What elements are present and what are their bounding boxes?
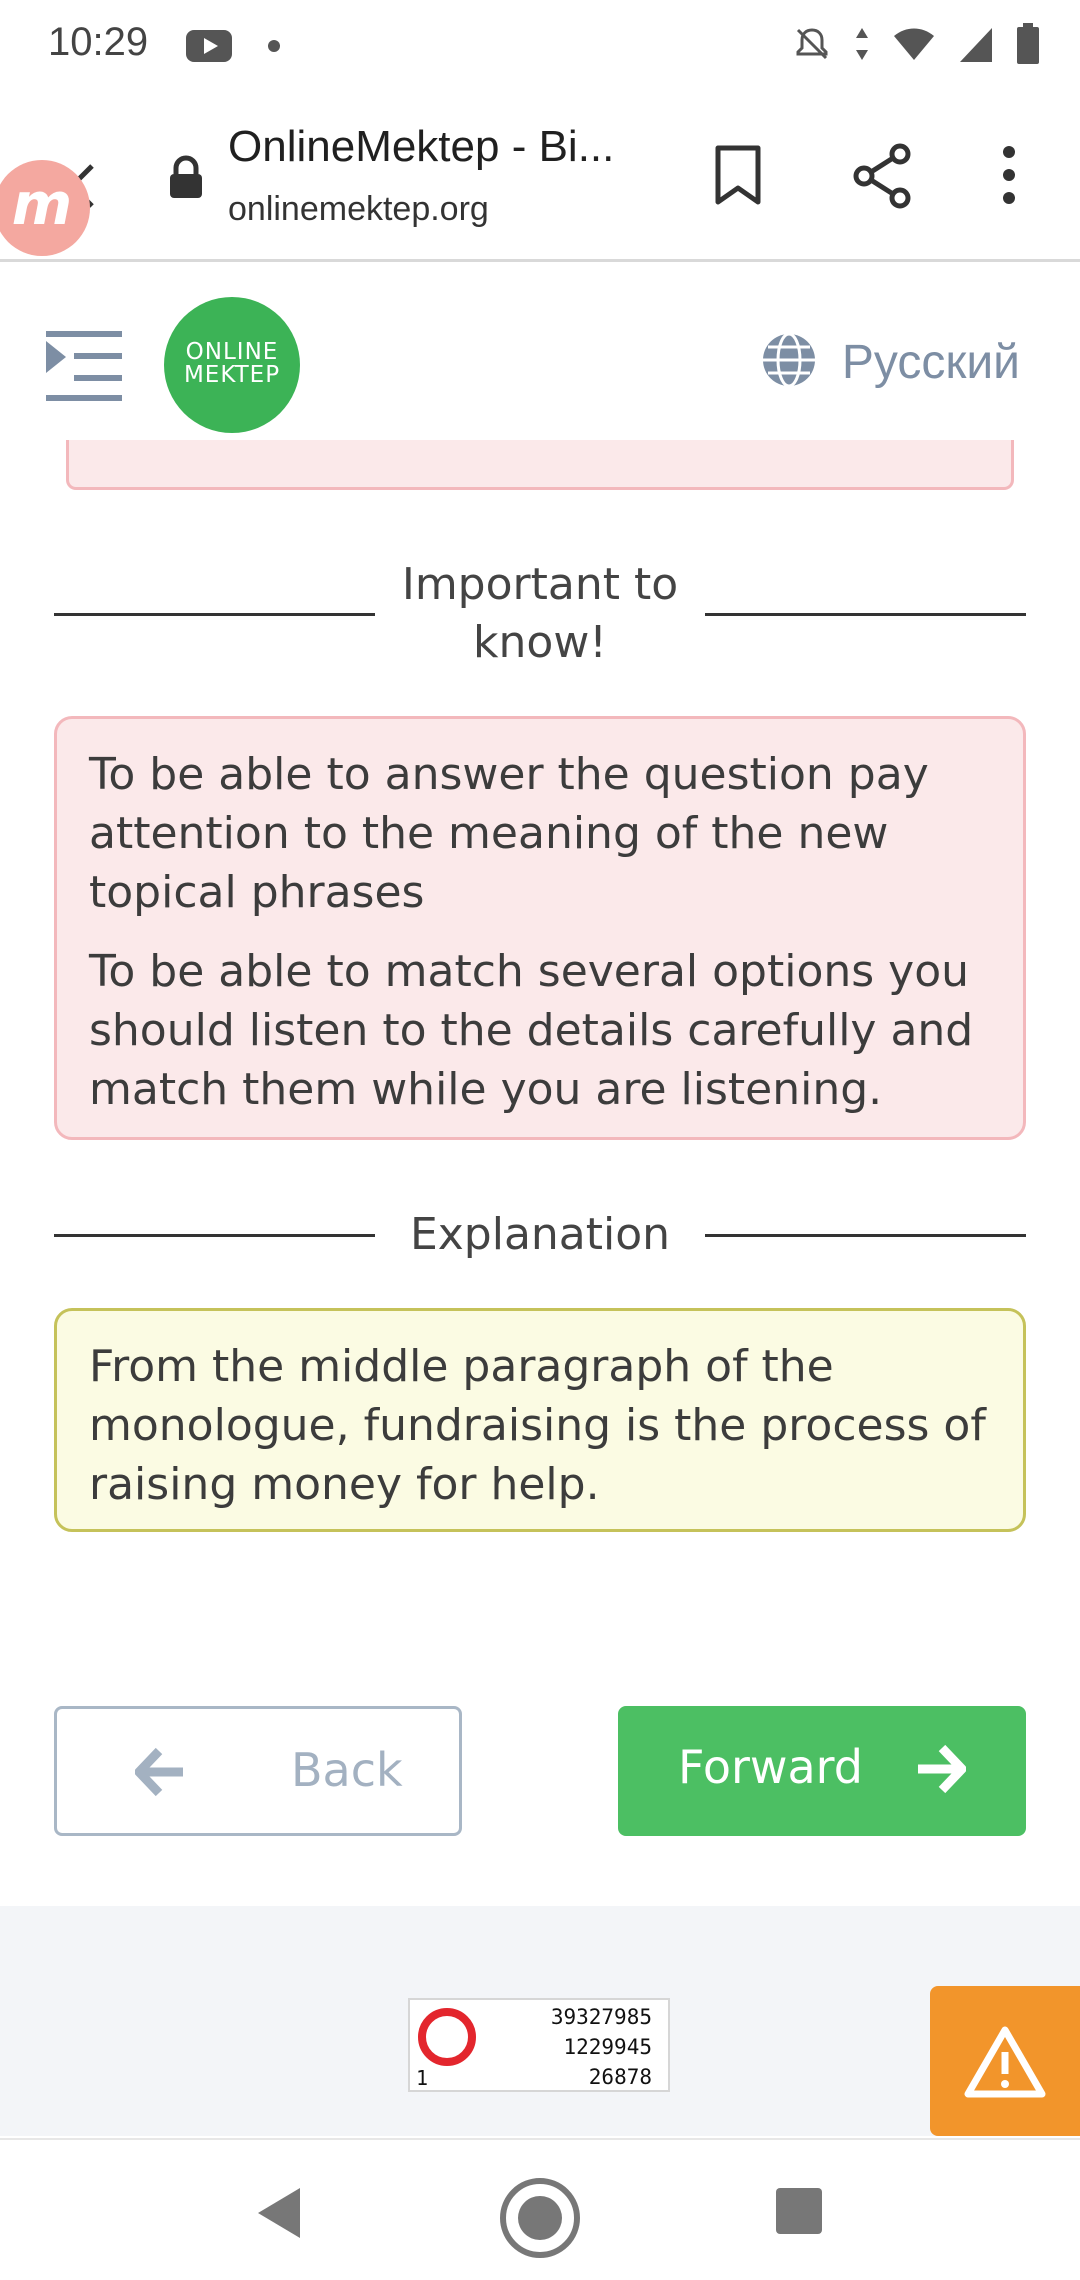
visit-counter[interactable] bbox=[408, 1998, 670, 2092]
important-paragraph-1: To be able to answer the question pay attention to the meaning of the new topical phrases bbox=[89, 749, 929, 918]
counter-left-number: 1 bbox=[416, 2066, 429, 2090]
dot-icon bbox=[268, 40, 280, 52]
explanation-heading: Explanation bbox=[409, 1209, 671, 1260]
counter-value: 1229945 bbox=[563, 2035, 652, 2059]
site-header bbox=[0, 265, 1080, 465]
page-title[interactable]: OnlineMektep - Bi... bbox=[228, 122, 615, 171]
clipped-info-box bbox=[66, 440, 1014, 490]
status-icons bbox=[792, 22, 1040, 70]
explanation-text: From the middle paragraph of the monologue, fundraising is the process of raising money for help. bbox=[89, 1341, 986, 1510]
counter-values bbox=[551, 2002, 652, 2092]
battery-icon bbox=[1016, 23, 1040, 69]
important-divider bbox=[54, 556, 1026, 672]
language-label: Русский bbox=[841, 335, 1020, 389]
status-bar bbox=[0, 0, 1080, 92]
system-navigation-bar bbox=[0, 2138, 1080, 2280]
app-badge-icon: m bbox=[0, 160, 90, 256]
forward-button[interactable] bbox=[618, 1706, 1026, 1836]
nav-back-icon[interactable] bbox=[254, 2186, 304, 2240]
important-heading: Important to know! bbox=[401, 559, 679, 668]
back-button[interactable] bbox=[54, 1706, 462, 1836]
wifi-icon bbox=[892, 24, 936, 68]
divider-line bbox=[705, 613, 1026, 616]
sidebar-toggle-icon[interactable] bbox=[44, 327, 124, 403]
status-time: 10:29 bbox=[48, 20, 149, 64]
important-paragraph-2: To be able to match several options you should listen to the details carefully and match them while you are listening. bbox=[89, 946, 974, 1115]
divider-line bbox=[54, 613, 375, 616]
report-error-button[interactable] bbox=[930, 1986, 1080, 2136]
page-url[interactable]: onlinemektep.org bbox=[228, 190, 489, 228]
counter-value: 26878 bbox=[588, 2065, 652, 2089]
signal-icon bbox=[958, 24, 994, 68]
page-footer bbox=[0, 1906, 1080, 2136]
bookmark-icon[interactable] bbox=[708, 140, 768, 210]
arrow-right-icon bbox=[914, 1744, 966, 1798]
logo-line-2: MEKTEP bbox=[183, 362, 281, 388]
onlinemektep-logo[interactable] bbox=[164, 297, 300, 433]
explanation-box bbox=[54, 1308, 1026, 1532]
arrow-left-icon bbox=[135, 1747, 187, 1801]
language-selector[interactable] bbox=[760, 327, 1020, 397]
youtube-icon bbox=[186, 30, 232, 62]
notifications-off-icon bbox=[792, 24, 832, 68]
browser-toolbar bbox=[0, 92, 1080, 262]
data-arrows-icon bbox=[854, 24, 870, 68]
share-icon[interactable] bbox=[848, 140, 918, 210]
nav-home-icon[interactable] bbox=[498, 2176, 582, 2260]
warning-icon bbox=[930, 1986, 1080, 2136]
globe-icon bbox=[760, 331, 818, 393]
divider-line bbox=[705, 1234, 1026, 1237]
forward-button-label: Forward bbox=[678, 1740, 863, 1794]
back-button-label: Back bbox=[291, 1743, 403, 1797]
logo-line-1: ONLINE bbox=[185, 339, 279, 365]
important-note-box bbox=[54, 716, 1026, 1140]
explanation-divider bbox=[54, 1206, 1026, 1264]
divider-line bbox=[54, 1234, 375, 1237]
counter-value: 39327985 bbox=[550, 2005, 652, 2029]
nav-recents-icon[interactable] bbox=[776, 2188, 822, 2234]
counter-logo-icon bbox=[418, 2008, 476, 2066]
more-vert-icon[interactable] bbox=[984, 140, 1034, 210]
lock-icon bbox=[168, 154, 204, 200]
